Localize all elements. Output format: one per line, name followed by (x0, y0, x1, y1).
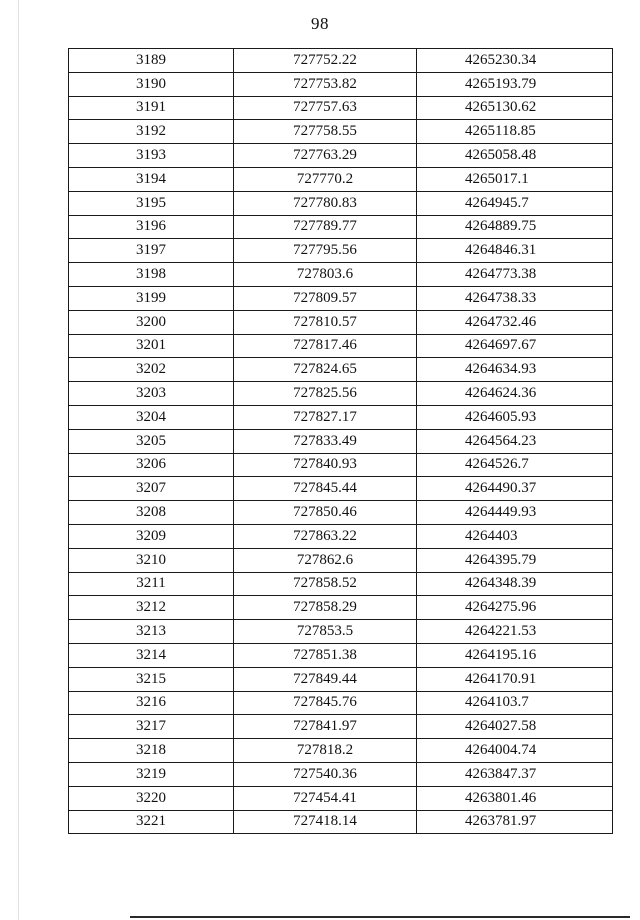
x-coordinate-cell: 727770.2 (234, 167, 417, 191)
y-coordinate-cell: 4264732.46 (417, 310, 613, 334)
y-coordinate-cell: 4264103.7 (417, 691, 613, 715)
table-row (69, 191, 613, 215)
table-row (69, 643, 613, 667)
table-row (69, 286, 613, 310)
point-number-cell: 3196 (69, 215, 234, 239)
y-coordinate-cell: 4265130.62 (417, 96, 613, 120)
x-coordinate-cell: 727763.29 (234, 144, 417, 168)
point-number-cell: 3216 (69, 691, 234, 715)
y-coordinate-cell: 4264634.93 (417, 358, 613, 382)
y-coordinate-cell: 4265058.48 (417, 144, 613, 168)
y-coordinate-cell: 4264738.33 (417, 286, 613, 310)
point-number-cell: 3199 (69, 286, 234, 310)
y-coordinate-cell: 4263781.97 (417, 810, 613, 834)
point-number-cell: 3201 (69, 334, 234, 358)
y-coordinate-cell: 4265193.79 (417, 72, 613, 96)
y-coordinate-cell: 4264697.67 (417, 334, 613, 358)
table-row (69, 358, 613, 382)
table-row (69, 810, 613, 834)
table-row (69, 167, 613, 191)
x-coordinate-cell: 727758.55 (234, 120, 417, 144)
point-number-cell: 3197 (69, 239, 234, 263)
y-coordinate-cell: 4264275.96 (417, 596, 613, 620)
point-number-cell: 3204 (69, 405, 234, 429)
point-number-cell: 3208 (69, 501, 234, 525)
table-row (69, 477, 613, 501)
point-number-cell: 3215 (69, 667, 234, 691)
table-row (69, 144, 613, 168)
x-coordinate-cell: 727817.46 (234, 334, 417, 358)
point-number-cell: 3205 (69, 429, 234, 453)
x-coordinate-cell: 727862.6 (234, 548, 417, 572)
page-number: 98 (311, 14, 329, 33)
x-coordinate-cell: 727853.5 (234, 620, 417, 644)
point-number-cell: 3211 (69, 572, 234, 596)
scan-edge-line (18, 0, 19, 920)
x-coordinate-cell: 727795.56 (234, 239, 417, 263)
y-coordinate-cell: 4264449.93 (417, 501, 613, 525)
x-coordinate-cell: 727752.22 (234, 49, 417, 73)
x-coordinate-cell: 727849.44 (234, 667, 417, 691)
point-number-cell: 3212 (69, 596, 234, 620)
y-coordinate-cell: 4264004.74 (417, 739, 613, 763)
table-row (69, 691, 613, 715)
x-coordinate-cell: 727841.97 (234, 715, 417, 739)
y-coordinate-cell: 4264027.58 (417, 715, 613, 739)
x-coordinate-cell: 727824.65 (234, 358, 417, 382)
point-number-cell: 3220 (69, 786, 234, 810)
table-row (69, 596, 613, 620)
y-coordinate-cell: 4265017.1 (417, 167, 613, 191)
y-coordinate-cell: 4265118.85 (417, 120, 613, 144)
coordinates-table-body (69, 49, 613, 834)
x-coordinate-cell: 727845.44 (234, 477, 417, 501)
point-number-cell: 3219 (69, 762, 234, 786)
point-number-cell: 3217 (69, 715, 234, 739)
table-row (69, 786, 613, 810)
table-row (69, 501, 613, 525)
table-row (69, 405, 613, 429)
point-number-cell: 3191 (69, 96, 234, 120)
x-coordinate-cell: 727827.17 (234, 405, 417, 429)
x-coordinate-cell: 727845.76 (234, 691, 417, 715)
point-number-cell: 3198 (69, 263, 234, 287)
x-coordinate-cell: 727780.83 (234, 191, 417, 215)
y-coordinate-cell: 4264624.36 (417, 382, 613, 406)
point-number-cell: 3195 (69, 191, 234, 215)
point-number-cell: 3213 (69, 620, 234, 644)
table-row (69, 524, 613, 548)
table-row (69, 334, 613, 358)
y-coordinate-cell: 4264564.23 (417, 429, 613, 453)
y-coordinate-cell: 4264490.37 (417, 477, 613, 501)
y-coordinate-cell: 4264773.38 (417, 263, 613, 287)
x-coordinate-cell: 727840.93 (234, 453, 417, 477)
y-coordinate-cell: 4264348.39 (417, 572, 613, 596)
point-number-cell: 3210 (69, 548, 234, 572)
y-coordinate-cell: 4264605.93 (417, 405, 613, 429)
y-coordinate-cell: 4264526.7 (417, 453, 613, 477)
x-coordinate-cell: 727757.63 (234, 96, 417, 120)
point-number-cell: 3194 (69, 167, 234, 191)
y-coordinate-cell: 4263801.46 (417, 786, 613, 810)
y-coordinate-cell: 4264945.7 (417, 191, 613, 215)
x-coordinate-cell: 727863.22 (234, 524, 417, 548)
table-row (69, 239, 613, 263)
table-row (69, 715, 613, 739)
table-row (69, 620, 613, 644)
point-number-cell: 3200 (69, 310, 234, 334)
x-coordinate-cell: 727833.49 (234, 429, 417, 453)
x-coordinate-cell: 727809.57 (234, 286, 417, 310)
x-coordinate-cell: 727540.36 (234, 762, 417, 786)
point-number-cell: 3193 (69, 144, 234, 168)
y-coordinate-cell: 4263847.37 (417, 762, 613, 786)
point-number-cell: 3206 (69, 453, 234, 477)
point-number-cell: 3190 (69, 72, 234, 96)
y-coordinate-cell: 4264889.75 (417, 215, 613, 239)
scan-bottom-edge (130, 916, 630, 918)
y-coordinate-cell: 4264846.31 (417, 239, 613, 263)
table-row (69, 572, 613, 596)
table-row (69, 739, 613, 763)
table-row (69, 382, 613, 406)
y-coordinate-cell: 4264195.16 (417, 643, 613, 667)
x-coordinate-cell: 727454.41 (234, 786, 417, 810)
table-row (69, 96, 613, 120)
x-coordinate-cell: 727753.82 (234, 72, 417, 96)
x-coordinate-cell: 727818.2 (234, 739, 417, 763)
y-coordinate-cell: 4264170.91 (417, 667, 613, 691)
table-row (69, 548, 613, 572)
point-number-cell: 3218 (69, 739, 234, 763)
x-coordinate-cell: 727789.77 (234, 215, 417, 239)
y-coordinate-cell: 4265230.34 (417, 49, 613, 73)
x-coordinate-cell: 727858.29 (234, 596, 417, 620)
point-number-cell: 3221 (69, 810, 234, 834)
point-number-cell: 3214 (69, 643, 234, 667)
point-number-cell: 3189 (69, 49, 234, 73)
x-coordinate-cell: 727851.38 (234, 643, 417, 667)
table-row (69, 263, 613, 287)
table-row (69, 72, 613, 96)
table-row (69, 762, 613, 786)
table-row (69, 429, 613, 453)
coordinates-table (68, 48, 613, 834)
x-coordinate-cell: 727810.57 (234, 310, 417, 334)
x-coordinate-cell: 727858.52 (234, 572, 417, 596)
point-number-cell: 3203 (69, 382, 234, 406)
y-coordinate-cell: 4264221.53 (417, 620, 613, 644)
table-row (69, 120, 613, 144)
x-coordinate-cell: 727825.56 (234, 382, 417, 406)
y-coordinate-cell: 4264395.79 (417, 548, 613, 572)
y-coordinate-cell: 4264403 (417, 524, 613, 548)
x-coordinate-cell: 727850.46 (234, 501, 417, 525)
table-row (69, 310, 613, 334)
table-row (69, 215, 613, 239)
point-number-cell: 3202 (69, 358, 234, 382)
x-coordinate-cell: 727418.14 (234, 810, 417, 834)
table-row (69, 453, 613, 477)
x-coordinate-cell: 727803.6 (234, 263, 417, 287)
coordinates-table-container (68, 48, 612, 834)
point-number-cell: 3209 (69, 524, 234, 548)
table-row (69, 667, 613, 691)
table-row (69, 49, 613, 73)
point-number-cell: 3192 (69, 120, 234, 144)
point-number-cell: 3207 (69, 477, 234, 501)
